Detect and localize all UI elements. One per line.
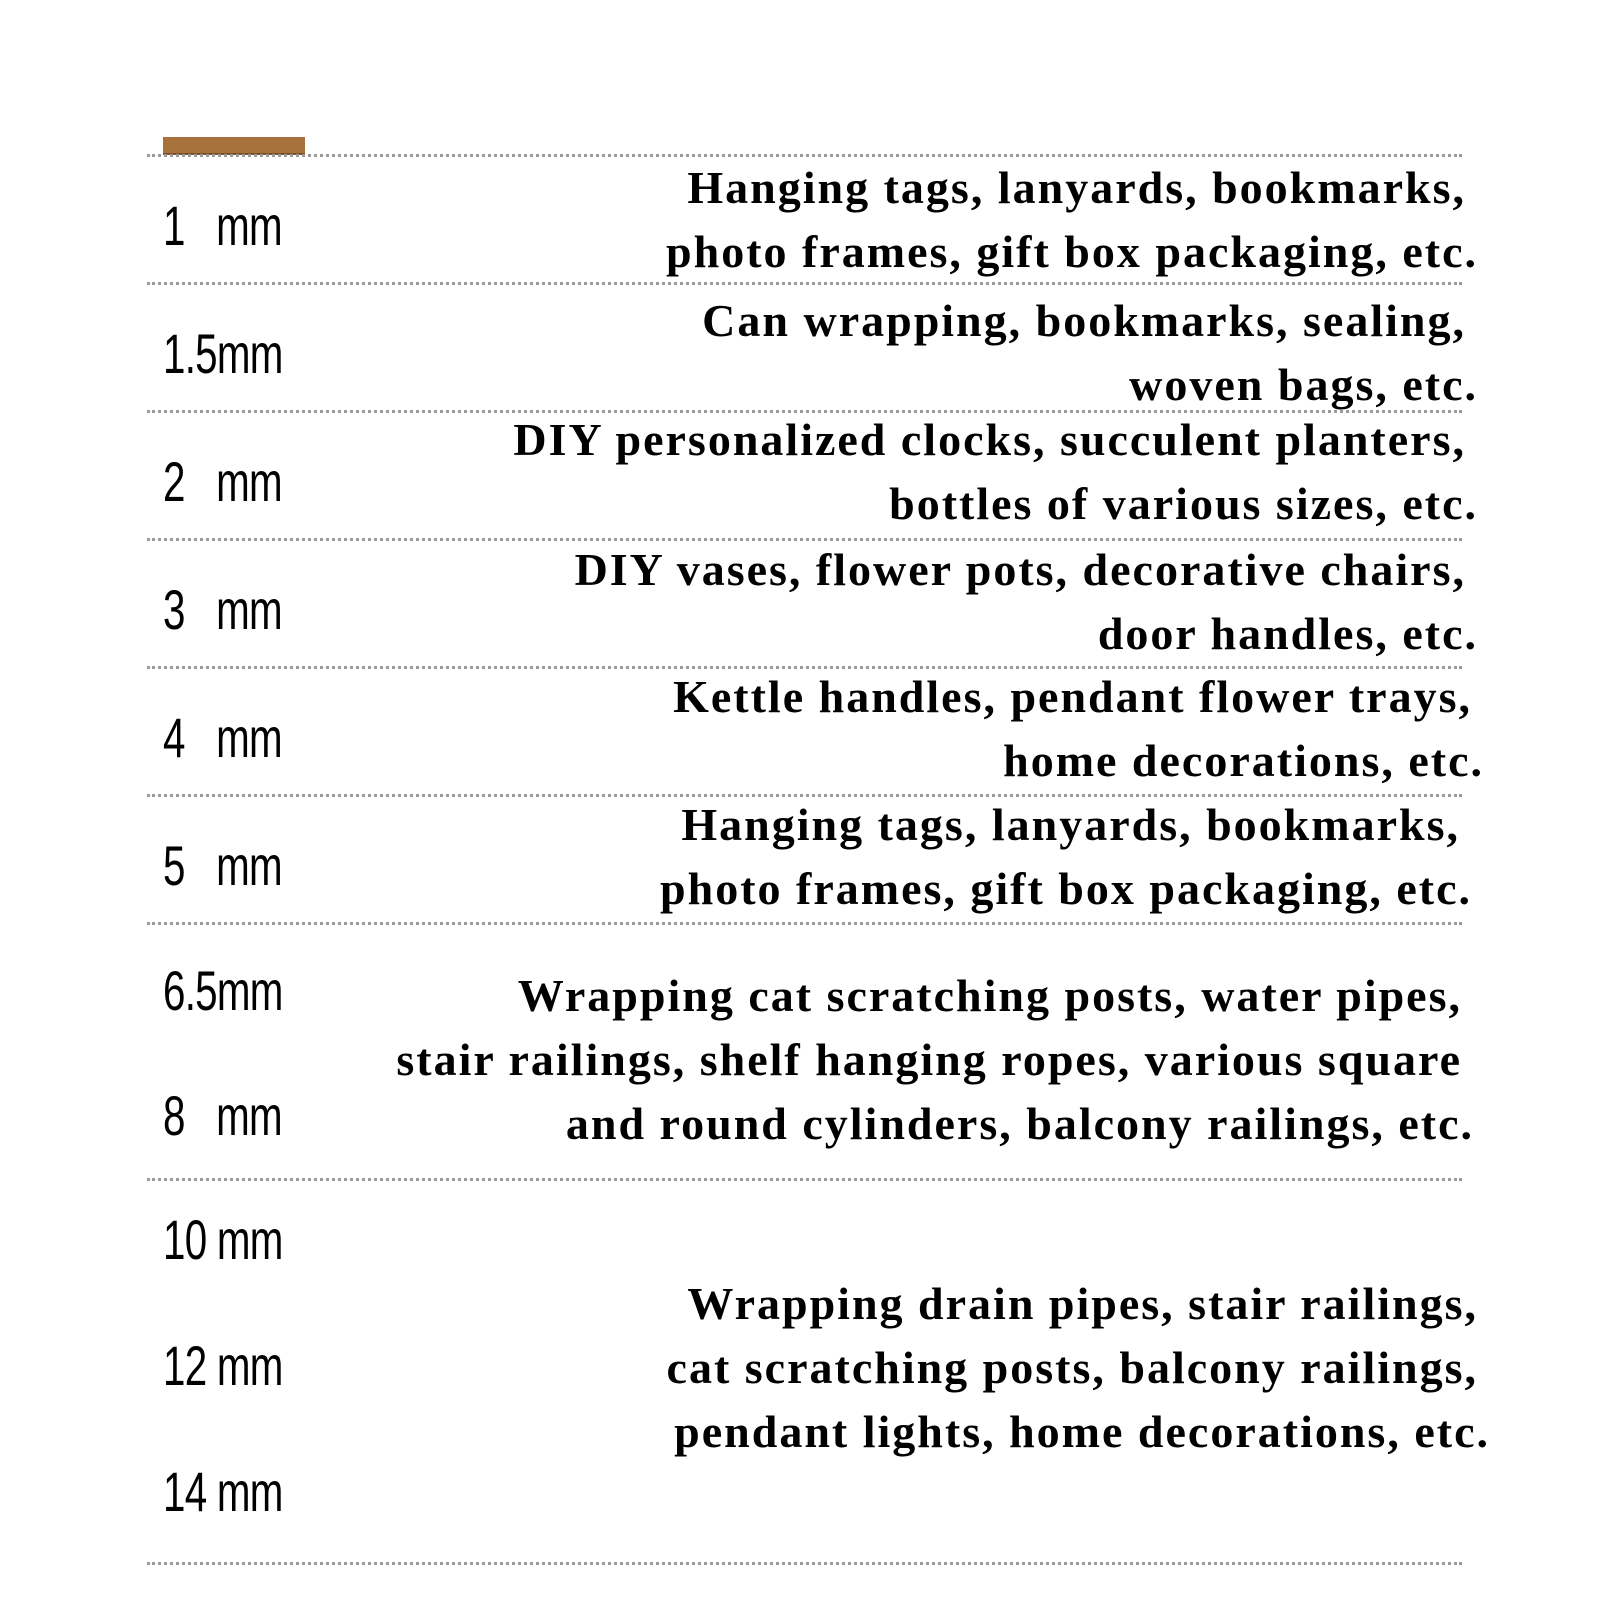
use-line: Hanging tags, lanyards, bookmarks, <box>687 162 1466 213</box>
use-line: stair railings, shelf hanging ropes, various square <box>396 1034 1462 1085</box>
size-label-12mm: 12 mm <box>163 1334 283 1397</box>
divider <box>147 1178 1462 1181</box>
use-text-4mm <box>673 665 1484 793</box>
size-label-14mm: 14 mm <box>163 1460 283 1523</box>
use-line: Can wrapping, bookmarks, sealing, <box>702 295 1466 346</box>
size-label-6-5mm: 6.5mm <box>163 959 283 1022</box>
divider <box>147 922 1462 925</box>
use-line: Kettle handles, pendant flower trays, <box>673 671 1472 722</box>
use-line: home decorations, etc. <box>1003 735 1484 786</box>
size-label-5mm: 5 mm <box>163 834 282 897</box>
use-line: DIY vases, flower pots, decorative chairs, <box>574 544 1466 595</box>
use-line: bottles of various sizes, etc. <box>889 478 1478 529</box>
use-line: Wrapping drain pipes, stair railings, <box>687 1278 1478 1329</box>
size-label-3mm: 3 mm <box>163 578 282 641</box>
size-label-10mm: 10 mm <box>163 1208 283 1271</box>
rope-swatch <box>163 137 305 155</box>
use-line: Wrapping cat scratching posts, water pipes, <box>517 970 1462 1021</box>
use-line: photo frames, gift box packaging, etc. <box>660 863 1472 914</box>
size-label-2mm: 2 mm <box>163 450 282 513</box>
use-line: and round cylinders, balcony railings, etc. <box>565 1098 1474 1149</box>
size-label-8mm: 8 mm <box>163 1084 282 1147</box>
divider <box>147 1562 1462 1565</box>
use-line: pendant lights, home decorations, etc. <box>674 1406 1490 1457</box>
use-text-6-5-8mm <box>396 964 1478 1156</box>
use-line: Hanging tags, lanyards, bookmarks, <box>681 799 1460 850</box>
use-text-5mm <box>660 793 1478 921</box>
use-text-1-5mm <box>702 289 1478 417</box>
use-line: DIY personalized clocks, succulent planters, <box>513 414 1466 465</box>
use-text-2mm <box>513 408 1478 536</box>
use-line: cat scratching posts, balcony railings, <box>666 1342 1478 1393</box>
use-text-10-14mm <box>666 1272 1490 1464</box>
use-text-3mm <box>575 538 1478 666</box>
use-text-1mm <box>666 156 1478 284</box>
use-line: door handles, etc. <box>1097 608 1478 659</box>
size-label-1mm: 1 mm <box>163 194 282 257</box>
use-line: woven bags, etc. <box>1129 359 1478 410</box>
size-label-4mm: 4 mm <box>163 706 282 769</box>
use-line: photo frames, gift box packaging, etc. <box>666 226 1478 277</box>
size-label-1-5mm: 1.5mm <box>163 322 283 385</box>
